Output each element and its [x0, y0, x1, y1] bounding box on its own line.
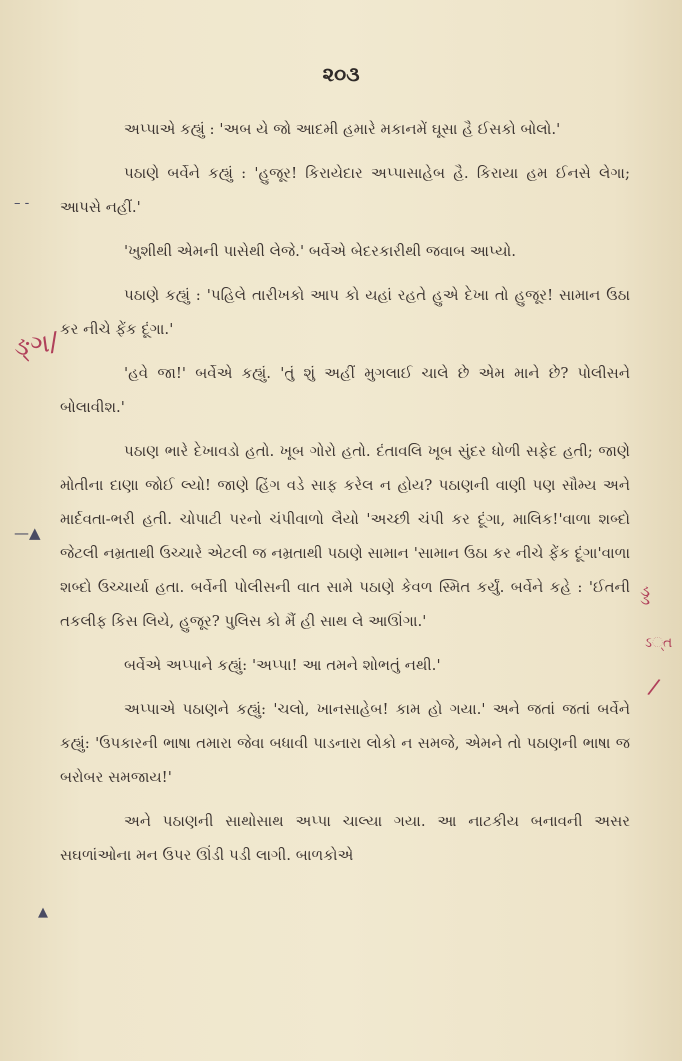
- right-red-annotation-3: /: [645, 674, 662, 701]
- pencil-mark-3: ▲: [38, 905, 48, 920]
- paragraph-2: પઠાણે બર્વેને કહ્યું : 'હુજૂર! કિરાયેદાર અપ્પાસાહેબ હૈ. કિરાયા હમ ઈનસે લેગા; આપસે નહીં.': [60, 164, 630, 216]
- paragraph-9: અને પઠાણની સાથોસાથ અપ્પા ચાલ્યા ગયા. આ નાટકીય બનાવની અસર સઘળાંઓના મન ઉપર ઊંડી પડી લાગી. બાળકોએ: [60, 812, 630, 864]
- paragraph-6: પઠાણ ભારે દેખાવડો હતો. ખૂબ ગોરો હતો. દંતાવલિ ખૂબ સુંદર ધોળી સફેદ હતી; જાણે મોતીના દાણા જોઈ લ્યો! જાણે હિંગ વડે સાફ કરેલ ન હોય? પઠાણની વાણી પણ સૌમ્ય અને માર્દવતા-ભરી હતી. ચોપાટી પરનો ચંપીવાળો લૈયો 'અચ્છી ચંપી કર દૂંગા, માલિક!'વાળા શબ્દો જેટલી નમ્રતાથી ઉચ્ચારે એટલી જ નમ્રતાથી પઠાણે સામાન 'સામાન ઉઠા કર નીચે ફેંક દૂંગા'વાળા શબ્દો ઉચ્ચાર્યા હતા. બર્વેની પોલીસની વાત સામે પઠાણે કેવળ સ્મિત કર્યું. બર્વેને કહે : 'ઈતની તકલીફ કિસ લિયે, હુજૂર? પુલિસ કો મૈં હી સાથ લે આઊંગા.': [60, 442, 630, 630]
- right-red-annotation-1: ડ્ડ: [640, 580, 651, 604]
- paragraph-5: 'હવે જા!' બર્વેએ કહ્યું. 'તું શું અહીં મુગલાઈ ચાલે છે એમ માને છે? પોલીસને બોલાવીશ.': [60, 364, 630, 416]
- paragraph-3: 'ખુશીથી એમની પાસેથી લેજે.' બર્વેએ બેદરકારીથી જવાબ આપ્યો.: [124, 242, 517, 260]
- pencil-mark-2: —▲: [14, 524, 41, 542]
- paragraph-4: પઠાણે કહ્યું : 'પહિલે તારીખકો આપ કો યહાં રહતે હુએ દેખા તો હુજૂર! સામાન ઉઠા કર નીચે ફેંક દૂંગા.': [60, 286, 630, 338]
- pencil-mark-1: – ‑: [14, 196, 30, 211]
- paragraph-8: અપ્પાએ પઠાણને કહ્યું: 'ચલો, ખાનસાહેબ! કામ હો ગયા.' અને જતાં જતાં બર્વેને કહ્યું: 'ઉપકારની ભાષા તમારા જેવા બધાવી પાડનારા લોકો ન સમજે, એમને તો પઠાણની ભાષા જ બરોબર સમજાય!': [60, 700, 630, 786]
- paragraph-7: બર્વેએ અપ્પાને કહ્યું: 'અપ્પા! આ તમને શોભતું નથી.': [124, 656, 441, 674]
- right-red-annotation-2: ઽ્ત: [645, 635, 673, 651]
- paragraph-1: અપ્પાએ કહ્યું : 'અબ યે જો આદમી હમારે મકાનમેં ઘૂસા હૈ ઈસકો બોલો.': [124, 120, 561, 138]
- page-number: ૨૦૩: [322, 62, 360, 86]
- body-text: [60, 112, 630, 872]
- left-red-annotation: ઙ્ગ/: [12, 327, 61, 363]
